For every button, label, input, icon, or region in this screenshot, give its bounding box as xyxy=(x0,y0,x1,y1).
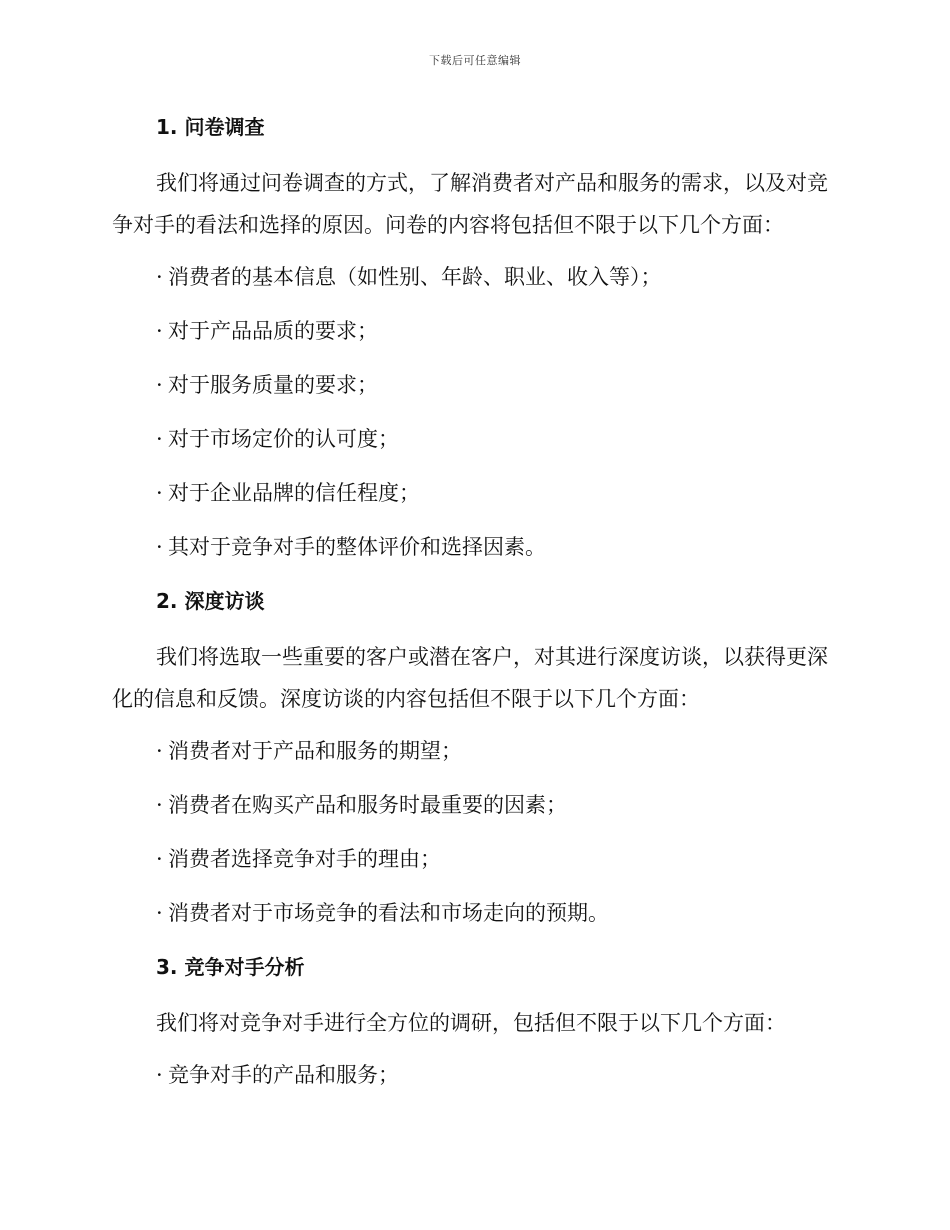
bullet-dot: · xyxy=(156,793,163,817)
bullet-text: 竞争对手的产品和服务； xyxy=(168,1063,399,1087)
bullet-dot: · xyxy=(156,739,163,763)
bullet-text: 消费者在购买产品和服务时最重要的因素； xyxy=(168,793,567,817)
bullet-item xyxy=(112,312,837,350)
section-paragraph-3: 我们将对竞争对手进行全方位的调研，包括但不限于以下几个方面： xyxy=(156,1011,786,1035)
bullet-dot: · xyxy=(156,265,163,289)
section-paragraph-1: 我们将通过问卷调查的方式，了解消费者对产品和服务的需求，以及对竞争对手的看法和选择的原因。问卷的内容将包括但不限于以下几个方面： xyxy=(112,171,828,237)
bullet-text: 对于市场定价的认可度； xyxy=(168,427,399,451)
bullet-item xyxy=(112,732,837,770)
bullet-dot: · xyxy=(156,319,163,343)
bullet-text: 消费者选择竞争对手的理由； xyxy=(168,847,441,871)
bullet-item xyxy=(112,366,837,404)
bullet-item xyxy=(112,420,837,458)
page-header: 下载后可任意编辑 xyxy=(429,54,521,67)
bullet-item xyxy=(112,1056,837,1094)
section-heading-3: 3. 竞争对手分析 xyxy=(156,955,305,979)
bullet-dot: · xyxy=(156,847,163,871)
document-body xyxy=(112,108,837,1110)
bullet-text: 消费者对于产品和服务的期望； xyxy=(168,739,462,763)
bullet-text: 对于产品品质的要求； xyxy=(168,319,378,343)
section-heading-1: 1. 问卷调查 xyxy=(156,115,265,139)
bullet-dot: · xyxy=(156,1063,163,1087)
bullet-item xyxy=(112,786,837,824)
bullet-dot: · xyxy=(156,373,163,397)
bullet-item xyxy=(112,474,837,512)
bullet-text: 消费者的基本信息（如性别、年龄、职业、收入等）； xyxy=(168,265,662,289)
section-paragraph-2: 我们将选取一些重要的客户或潜在客户，对其进行深度访谈，以获得更深化的信息和反馈。深度访谈的内容包括但不限于以下几个方面： xyxy=(112,645,828,711)
bullet-text: 对于企业品牌的信任程度； xyxy=(168,481,420,505)
bullet-item xyxy=(112,840,837,878)
bullet-item xyxy=(112,894,837,932)
section-heading-2: 2. 深度访谈 xyxy=(156,589,265,613)
bullet-dot: · xyxy=(156,901,163,925)
bullet-dot: · xyxy=(156,427,163,451)
bullet-dot: · xyxy=(156,535,163,559)
bullet-item xyxy=(112,528,837,566)
bullet-text: 其对于竞争对手的整体评价和选择因素。 xyxy=(168,535,546,559)
bullet-item xyxy=(112,258,837,296)
bullet-text: 消费者对于市场竞争的看法和市场走向的预期。 xyxy=(168,901,609,925)
bullet-text: 对于服务质量的要求； xyxy=(168,373,378,397)
bullet-dot: · xyxy=(156,481,163,505)
